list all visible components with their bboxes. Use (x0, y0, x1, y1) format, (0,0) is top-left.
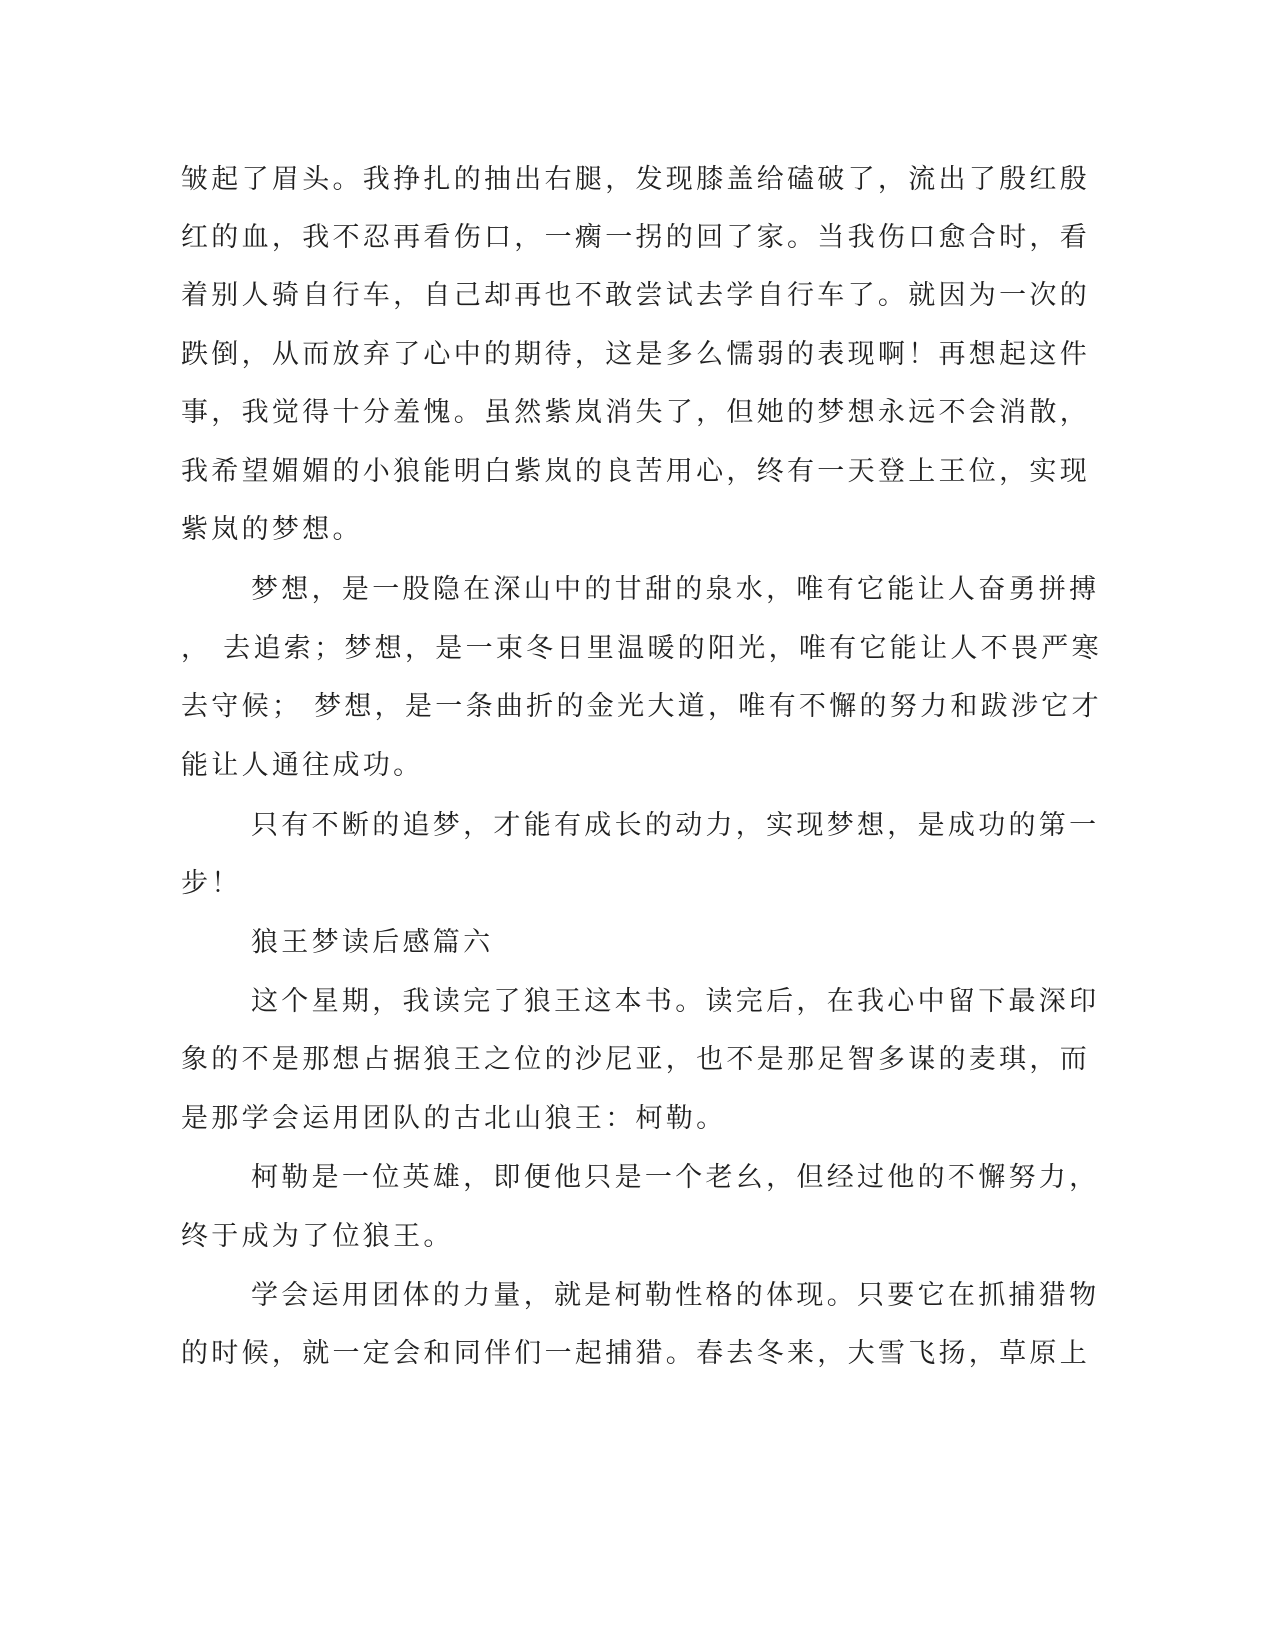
text-line (0, 505, 1275, 555)
line-text: 着别人骑自行车，自己却再也不敢尝试去学自行车了。就因为一次的 (181, 280, 1090, 311)
line-text: 只有不断的追梦，才能有成长的动力，实现梦想，是成功的第一 (251, 810, 1100, 841)
paragraph-first-line (0, 1271, 1275, 1321)
line-text: 能让人通往成功。 (181, 750, 424, 781)
text-line (0, 1329, 1275, 1379)
text-line (0, 330, 1275, 380)
line-text: 去守候； 梦想，是一条曲折的金光大道，唯有不懈的努力和跋涉它才 (181, 691, 1102, 722)
line-text: 学会运用团体的力量，就是柯勒性格的体现。只要它在抓捕猎物 (251, 1280, 1100, 1311)
line-text: 的时候，就一定会和同伴们一起捕猎。春去冬来，大雪飞扬，草原上 (181, 1338, 1090, 1369)
text-line (0, 682, 1275, 732)
text-line (0, 624, 1275, 674)
text-line (0, 1035, 1275, 1085)
line-text: 步！ (181, 868, 242, 899)
line-text: 象的不是那想占据狼王之位的沙尼亚，也不是那足智多谋的麦琪，而 (181, 1044, 1090, 1075)
line-text: 梦想，是一股隐在深山中的甘甜的泉水，唯有它能让人奋勇拼搏 (251, 574, 1100, 605)
line-text: 皱起了眉头。我挣扎的抽出右腿，发现膝盖给磕破了，流出了殷红殷 (181, 164, 1090, 195)
paragraph-first-line (0, 801, 1275, 851)
text-line (0, 1094, 1275, 1144)
line-text: 这个星期，我读完了狼王这本书。读完后，在我心中留下最深印 (251, 986, 1100, 1017)
line-text: 事，我觉得十分羞愧。虽然紫岚消失了，但她的梦想永远不会消散， (181, 397, 1090, 428)
line-text: ， 去追索；梦想，是一束冬日里温暖的阳光，唯有它能让人不畏严寒 (181, 633, 1102, 664)
paragraph-first-line (0, 1153, 1275, 1203)
text-line (0, 155, 1275, 205)
heading-text: 狼王梦读后感篇六 (251, 927, 494, 958)
text-line (0, 447, 1275, 497)
text-line (0, 388, 1275, 438)
section-heading (0, 918, 1275, 968)
paragraph-first-line (0, 565, 1275, 615)
line-text: 柯勒是一位英雄，即便他只是一个老幺，但经过他的不懈努力， (251, 1162, 1100, 1193)
line-text: 终于成为了位狼王。 (181, 1221, 454, 1252)
paragraph-first-line (0, 977, 1275, 1027)
line-text: 紫岚的梦想。 (181, 514, 363, 545)
text-line (0, 1212, 1275, 1262)
text-line (0, 859, 1275, 909)
text-line (0, 213, 1275, 263)
text-line (0, 271, 1275, 321)
line-text: 我希望媚媚的小狼能明白紫岚的良苦用心，终有一天登上王位，实现 (181, 456, 1090, 487)
line-text: 红的血，我不忍再看伤口，一瘸一拐的回了家。当我伤口愈合时，看 (181, 222, 1090, 253)
line-text: 是那学会运用团队的古北山狼王：柯勒。 (181, 1103, 727, 1134)
text-line (0, 741, 1275, 791)
line-text: 跌倒，从而放弃了心中的期待，这是多么懦弱的表现啊！再想起这件 (181, 339, 1090, 370)
